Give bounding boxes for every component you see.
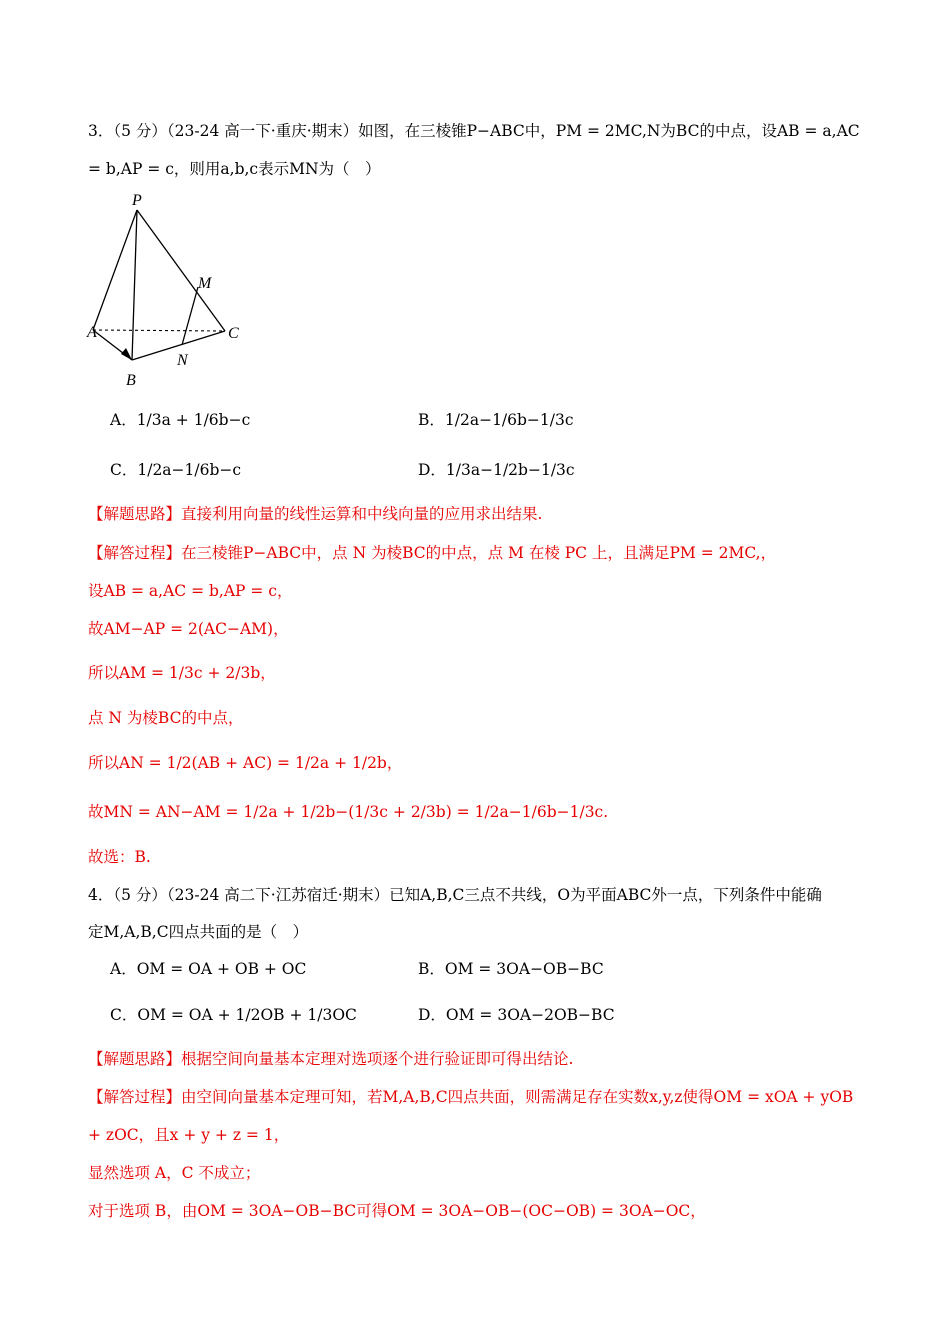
q3-solution-idea: 【解题思路】直接利用向量的线性运算和中线向量的应用求出结果. <box>88 505 543 523</box>
edge-pc <box>137 210 225 331</box>
q3-answer: 故选：B. <box>88 848 151 866</box>
q3-option-b: B．1/2a−1/6b−1/3c <box>418 411 574 429</box>
q3-process-line: 所以AM = 1/3c + 2/3b， <box>88 664 276 682</box>
q4-process-line: 【解答过程】由空间向量基本定理可知，若M,A,B,C四点共面，则需满足存在实数x,y,z使得OM = xOA + yOB <box>88 1088 854 1106</box>
label-m: M <box>198 275 212 292</box>
arrow-ab <box>121 348 132 360</box>
q3-option-d: D．1/3a−1/2b−1/3c <box>418 461 575 479</box>
q3-stem-line1: 3．（5 分）（23-24 高一下·重庆·期末）如图，在三棱锥P−ABC中，PM = 2MC,N为BC的中点，设AB = a,AC <box>88 122 860 140</box>
label-a: A <box>87 324 97 341</box>
pyramid-figure <box>80 188 260 393</box>
q4-solution-idea: 【解题思路】根据空间向量基本定理对选项逐个进行验证即可得出结论. <box>88 1050 574 1068</box>
q4-option-b: B．OM = 3OA−OB−BC <box>418 960 604 978</box>
q4-option-a: A．OM = OA + OB + OC <box>110 960 307 978</box>
q3-process-line: 点 N 为棱BC的中点， <box>88 709 244 727</box>
q3-process-line: 故AM−AP = 2(AC−AM)， <box>88 620 289 638</box>
q4-stem-line1: 4．（5 分）（23-24 高二下·江苏宿迁·期末）已知A,B,C三点不共线，O为平面ABC外一点，下列条件中能确 <box>88 886 822 904</box>
q4-stem-line2: 定M,A,B,C四点共面的是（ ） <box>88 923 309 941</box>
q3-process-line: 所以AN = 1/2(AB + AC) = 1/2a + 1/2b， <box>88 754 403 772</box>
q4-option-d: D．OM = 3OA−2OB−BC <box>418 1006 615 1024</box>
q3-option-c: C．1/2a−1/6b−c <box>110 461 242 479</box>
label-n: N <box>177 352 188 369</box>
segment-mn <box>182 287 198 345</box>
edge-pa <box>93 210 137 330</box>
q3-option-a: A．1/3a + 1/6b−c <box>110 411 251 429</box>
q4-process-line: + zOC，且x + y + z = 1， <box>88 1126 290 1144</box>
q3-stem-line2: = b,AP = c，则用a,b,c表示MN为（ ） <box>88 160 381 178</box>
label-b: B <box>126 372 136 389</box>
q4-process-line: 对于选项 B，由OM = 3OA−OB−BC可得OM = 3OA−OB−(OC−OB) = 3OA−OC， <box>88 1202 706 1220</box>
q3-process-line: 设AB = a,AC = b,AP = c， <box>88 582 293 600</box>
label-p: P <box>132 192 142 209</box>
edge-pb <box>132 210 137 360</box>
q3-process-line: 【解答过程】在三棱锥P−ABC中，点 N 为棱BC的中点，点 M 在棱 PC 上，且满足PM = 2MC,， <box>88 544 777 562</box>
q4-option-c: C．OM = OA + 1/2OB + 1/3OC <box>110 1006 357 1024</box>
edge-ac-hidden <box>93 330 225 331</box>
label-c: C <box>228 325 239 342</box>
q4-process-line: 显然选项 A，C 不成立； <box>88 1164 261 1182</box>
q3-process-line: 故MN = AN−AM = 1/2a + 1/2b−(1/3c + 2/3b) = 1/2a−1/6b−1/3c. <box>88 803 609 821</box>
